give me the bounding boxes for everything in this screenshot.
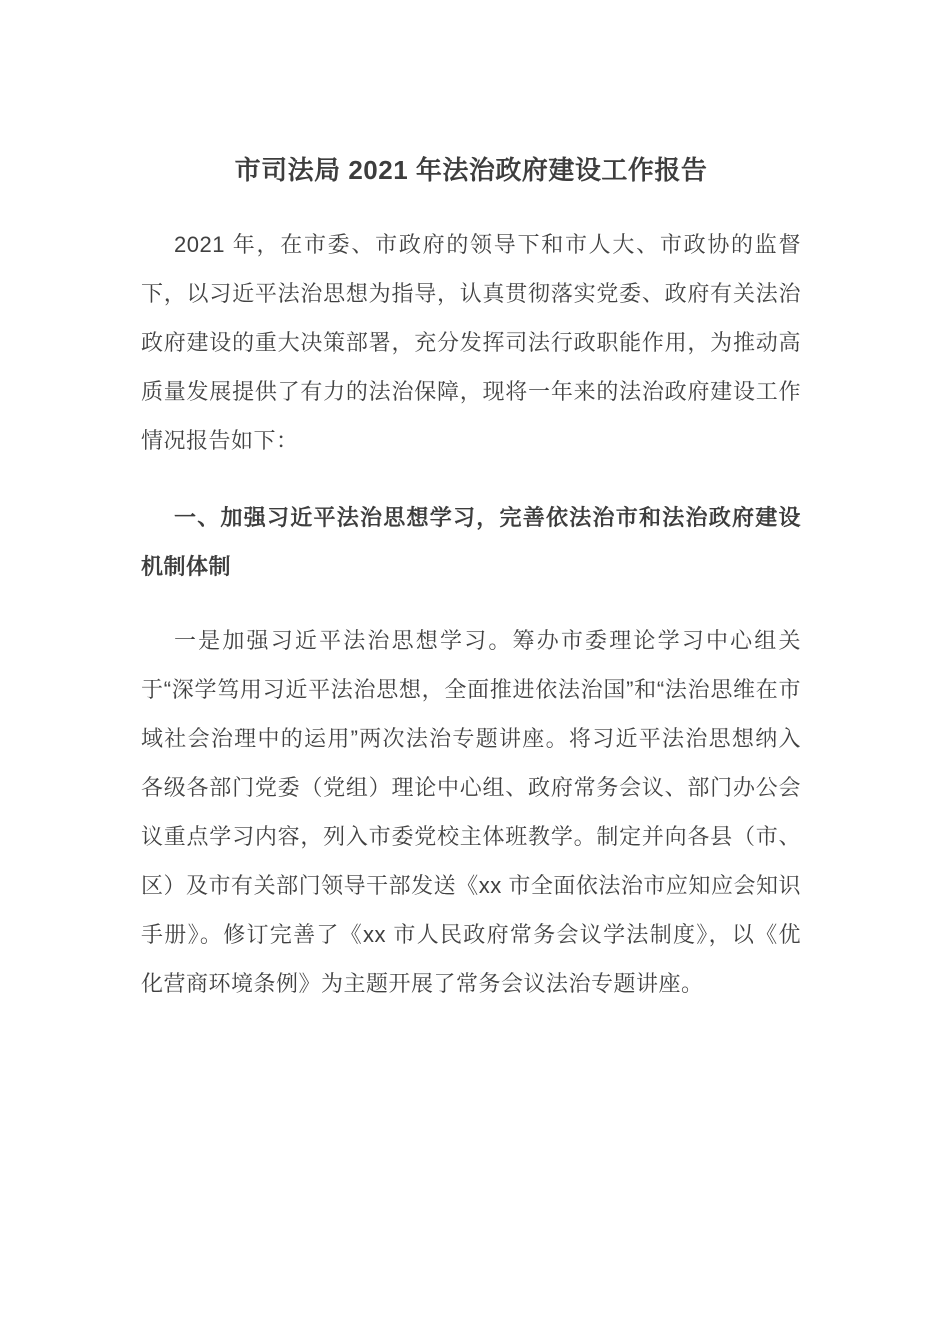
section-1-heading: 一、加强习近平法治思想学习，完善依法治市和法治政府建设机制体制: [141, 505, 801, 579]
document-content: [141, 146, 801, 1008]
intro-paragraph: 2021 年，在市委、市政府的领导下和市人大、市政协的监督下，以习近平法治思想为指导，认真贯彻落实党委、政府有关法治政府建设的重大决策部署，充分发挥司法行政职能作用，为推动高质量发展提供了有力的法治保障，现将一年来的法治政府建设工作情况报告如下：: [141, 232, 801, 453]
document-title: 市司法局 2021 年法治政府建设工作报告: [234, 155, 708, 185]
section-1-paragraph: 一是加强习近平法治思想学习。筹办市委理论学习中心组关于“深学笃用习近平法治思想，全面推进依法治国”和“法治思维在市域社会治理中的运用”两次法治专题讲座。将习近平法治思想纳入各级各部门党委（党组）理论中心组、政府常务会议、部门办公会议重点学习内容，列入市委党校主体班教学。制定并向各县（市、区）及市有关部门领导干部发送《xx 市全面依法治市应知应会知识手册》。修订完善了《xx 市人民政府常务会议学法制度》，以《优化营商环境条例》为主题开展了常务会议法治专题讲座。: [141, 628, 801, 996]
